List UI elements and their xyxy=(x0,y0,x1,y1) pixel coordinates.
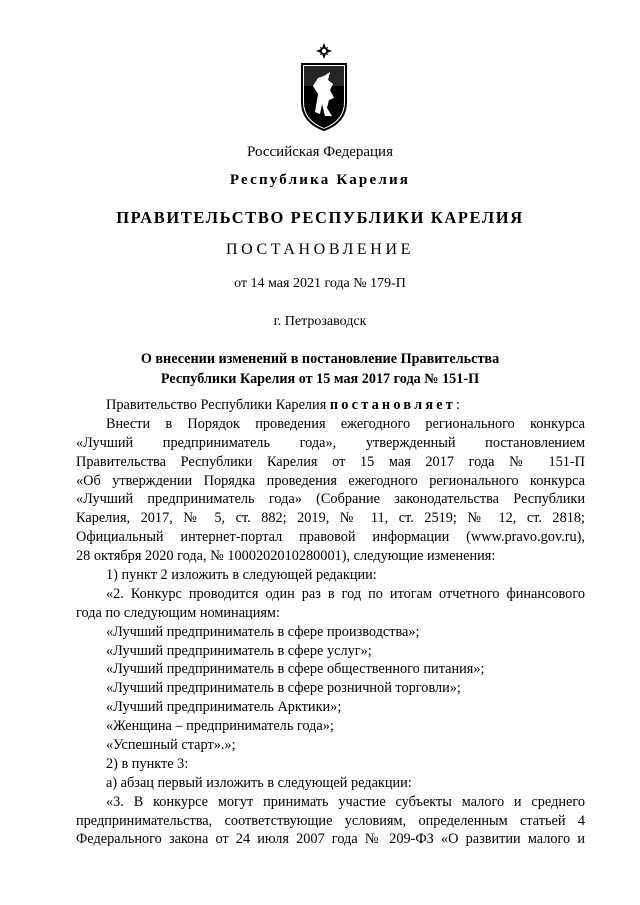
nomination-item: «Лучший предприниматель в сфере услуг»; xyxy=(106,642,372,659)
nomination-item: «Лучший предприниматель в сфере розничной торговли»; xyxy=(106,680,461,697)
document-type: ПОСТАНОВЛЕНИЕ xyxy=(226,241,414,258)
country-name: Российская Федерация xyxy=(247,144,393,160)
body-line: «Лучший предприниматель года», утвержденный постановлением xyxy=(76,434,585,451)
nomination-item: «Женщина – предприниматель года»; xyxy=(106,718,334,735)
subject-line: Республики Карелия от 15 мая 2017 года № 151-П xyxy=(160,371,480,387)
body-line: предпринимательства, соответствующие условиям, определенным статьей 4 xyxy=(76,812,585,829)
body-line: Федерального закона от 24 июля 2007 года № 209-ФЗ «О развитии малого и xyxy=(76,831,585,848)
document-body xyxy=(76,396,585,849)
nomination-item: «Лучший предприниматель в сфере общественного питания»; xyxy=(106,661,485,678)
republic-name: Республика Карелия xyxy=(229,172,411,188)
document-subject xyxy=(0,349,640,389)
document-dateline: от 14 мая 2021 года № 179-П xyxy=(234,276,406,291)
government-title: ПРАВИТЕЛЬСТВО РЕСПУБЛИКИ КАРЕЛИЯ xyxy=(116,208,524,227)
subject-line: О внесении изменений в постановление Правительства xyxy=(140,351,500,367)
body-line: Карелия, 2017, № 5, ст. 882; 2019, № 11, ст. 2519; № 12, ст. 2818; xyxy=(76,510,585,527)
nomination-item: «Успешный старт».»; xyxy=(106,737,236,754)
intro-text: Правительство Республики Карелия xyxy=(106,397,330,413)
body-line: Внести в Порядок проведения ежегодного регионального конкурса xyxy=(106,415,585,432)
intro-resolves: постановляет xyxy=(329,397,457,413)
karelia-coat-of-arms-icon xyxy=(298,42,350,132)
body-line: 2) в пункте 3: xyxy=(106,755,189,772)
body-line: Официальный интернет-портал правовой информации (www.pravo.gov.ru), xyxy=(76,529,585,546)
body-line: «Лучший предприниматель года» (Собрание законодательства Республики xyxy=(76,491,585,508)
body-line: а) абзац первый изложить в следующей редакции: xyxy=(106,774,412,791)
body-line: «3. В конкурсе могут принимать участие субъекты малого и среднего xyxy=(106,793,585,810)
nomination-item: «Лучший предприниматель Арктики»; xyxy=(106,699,342,716)
body-intro xyxy=(76,396,585,415)
body-line: 1) пункт 2 изложить в следующей редакции: xyxy=(106,567,377,584)
body-line: года по следующим номинациям: xyxy=(76,604,280,621)
body-line: 28 октября 2020 года, № 1000202010280001), следующие изменения: xyxy=(76,548,496,565)
intro-colon: : xyxy=(456,397,461,413)
body-line: «Об утверждении Порядка проведения ежегодного регионального конкурса xyxy=(76,472,585,489)
body-line: «2. Конкурс проводится один раз в год по итогам отчетного финансового xyxy=(106,585,585,602)
nomination-item: «Лучший предприниматель в сфере производства»; xyxy=(106,623,420,640)
body-line: Правительства Республики Карелия от 15 мая 2017 года № 151-П xyxy=(76,453,585,470)
document-city: г. Петрозаводск xyxy=(273,314,367,329)
